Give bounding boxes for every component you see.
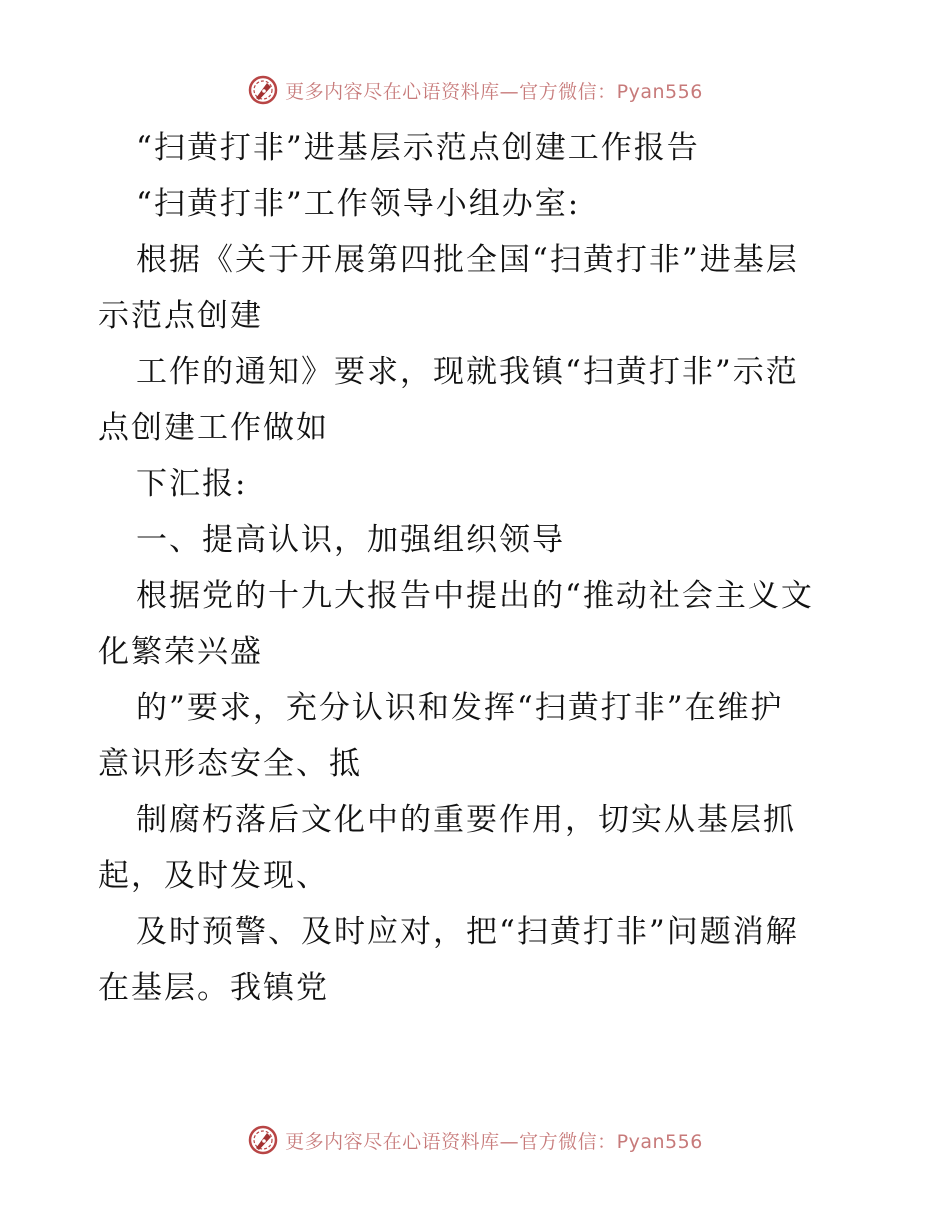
watermark-text: 更多内容尽在心语资料库—官方微信：Pyan556 <box>285 80 703 103</box>
watermark-text: 更多内容尽在心语资料库—官方微信：Pyan556 <box>285 1130 703 1153</box>
paragraph-line: 下汇报: <box>136 466 248 502</box>
paragraph-line: 点创建工作做如 <box>98 410 329 446</box>
footer-watermark <box>0 1120 950 1160</box>
paragraph-line: 制腐朽落后文化中的重要作用，切实从基层抓 <box>136 802 796 838</box>
paragraph-line: 根据《关于开展第四批全国“扫黄打非”进基层 <box>136 242 799 278</box>
document-body <box>98 120 858 1016</box>
header-watermark <box>0 70 950 110</box>
pen-nib-logo-icon <box>247 1124 279 1156</box>
pen-nib-logo-icon <box>247 74 279 106</box>
paragraph-line: 化繁荣兴盛 <box>98 634 263 670</box>
document-title: “扫黄打非”进基层示范点创建工作报告 <box>136 130 700 166</box>
paragraph-line: 起，及时发现、 <box>98 858 329 894</box>
paragraph-line: 意识形态安全、抵 <box>98 746 362 782</box>
paragraph-line: 示范点创建 <box>98 298 263 334</box>
paragraph-line: 工作的通知》要求，现就我镇“扫黄打非”示范 <box>136 354 799 390</box>
addressee-line: “扫黄打非”工作领导小组办室: <box>136 186 581 222</box>
section-heading: 一、提高认识，加强组织领导 <box>136 522 565 558</box>
paragraph-line: 根据党的十九大报告中提出的“推动社会主义文 <box>136 578 814 614</box>
paragraph-line: 的”要求，充分认识和发挥“扫黄打非”在维护 <box>136 690 784 726</box>
paragraph-line: 在基层。我镇党 <box>98 970 329 1006</box>
paragraph-line: 及时预警、及时应对，把“扫黄打非”问题消解 <box>136 914 799 950</box>
